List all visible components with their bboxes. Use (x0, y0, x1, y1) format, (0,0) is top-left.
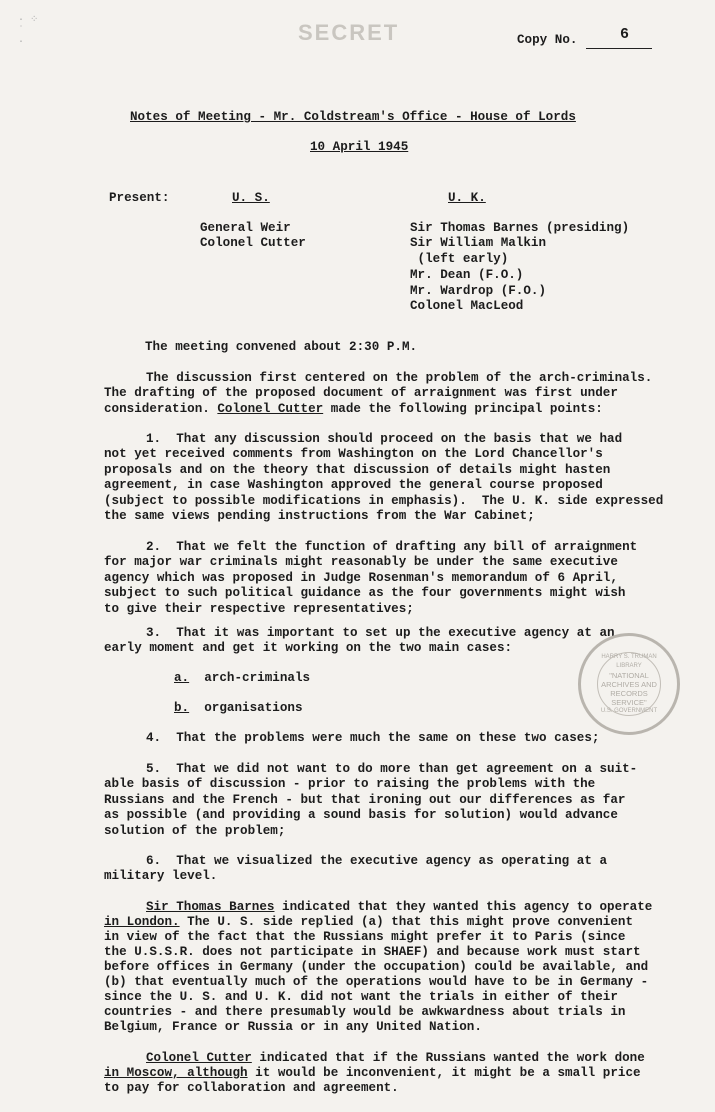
case-text: arch-criminals (204, 671, 311, 685)
us-heading: U. S. (232, 191, 270, 205)
point-6-line: 6. That we visualized the executive agency as operating at a (146, 854, 608, 868)
uk-member: Sir William Malkin (410, 236, 547, 250)
case-letter: a. (174, 671, 190, 685)
barnes-line: in view of the fact that the Russians might prefer it to Paris (since (104, 930, 626, 944)
case-item (174, 701, 303, 716)
barnes-first-tail: indicated that they wanted this agency to operate (274, 900, 653, 914)
barnes-line: countries - and there presumably would be awkwardness about trials in (104, 1005, 626, 1019)
stamp-inner-ring (597, 652, 661, 716)
point-1-line: 1. That any discussion should proceed on the basis that we had (146, 432, 623, 446)
cutter-moscow-tail: it would be inconvenient, it might be a small price (247, 1066, 641, 1080)
point-2-line: to give their respective representatives; (104, 602, 414, 616)
point-1-line: proposals and on the theory that discussion of details might hasten (104, 463, 611, 477)
stamp-line: RECORDS (610, 688, 648, 698)
intro-line: The drafting of the proposed document of arraignment was first under (104, 386, 618, 400)
us-reply: The U. S. side replied (a) that this might prove convenient (179, 915, 634, 929)
speaker-colonel-cutter: Colonel Cutter (146, 1051, 252, 1065)
point-3-line: early moment and get it working on the two main cases: (104, 641, 513, 655)
barnes-line: before offices in Germany (under the occupation) could be available, and (104, 960, 649, 974)
case-letter: b. (174, 701, 190, 715)
speaker-sir-thomas-barnes: Sir Thomas Barnes (146, 900, 275, 914)
cutter-line (104, 1066, 641, 1081)
point-5-line: as possible (and providing a sound basis for solution) would advance (104, 808, 618, 822)
uk-heading: U. K. (448, 191, 486, 205)
barnes-line: (b) that eventually much of the operations would have to be in Germany - (104, 975, 649, 989)
case-item (174, 671, 310, 686)
copy-number-underline (586, 48, 652, 49)
point-5-line: solution of the problem; (104, 824, 286, 838)
point-4-line: 4. That the problems were much the same on these two cases; (146, 731, 600, 745)
uk-member: Sir Thomas Barnes (presiding) (410, 221, 630, 235)
point-5-line: Russians and the French - but that ironing out our differences as far (104, 793, 626, 807)
faint-watermark: SECRET (298, 20, 400, 45)
library-stamp (578, 633, 680, 735)
present-label: Present: (109, 191, 170, 205)
stamp-line: "NATIONAL (609, 670, 649, 680)
uk-member: Colonel MacLeod (410, 299, 524, 313)
document-title: Notes of Meeting - Mr. Coldstream's Office - House of Lords (130, 110, 576, 124)
intro-line-last (104, 402, 603, 417)
us-member: Colonel Cutter (200, 236, 306, 250)
scan-specks: · ⁘ ˙ · (18, 15, 39, 48)
point-1-line: agreement, in case Washington approved the general course proposed (104, 478, 603, 492)
stamp-line: ARCHIVES AND (601, 679, 657, 689)
barnes-line: Belgium, France or Russia or in any United Nation. (104, 1020, 482, 1034)
uk-member: Mr. Dean (F.O.) (410, 268, 524, 282)
stamp-line: HARRY S. TRUMAN LIBRARY (601, 653, 657, 669)
meeting-date: 10 April 1945 (310, 140, 409, 154)
uk-member: Mr. Wardrop (F.O.) (410, 284, 547, 298)
point-1-line: not yet received comments from Washington on the Lord Chancellor's (104, 447, 603, 461)
barnes-line (104, 915, 633, 930)
cutter-line: to pay for collaboration and agreement. (104, 1081, 399, 1095)
barnes-line: since the U. S. and U. K. did not want the trials in either of their (104, 990, 618, 1004)
point-2-line: agency which was proposed in Judge Rosenman's memorandum of 6 April, (104, 571, 618, 585)
point-2-line: for major war criminals might reasonably be under the same executive (104, 555, 618, 569)
cutter-line (146, 1051, 645, 1066)
speaker-colonel-cutter: Colonel Cutter (217, 402, 324, 416)
point-5-line: 5. That we did not want to do more than get agreement on a suit- (146, 762, 638, 776)
point-2-line: 2. That we felt the function of drafting any bill of arraignment (146, 540, 638, 554)
barnes-line: the U.S.S.R. does not participate in SHAEF) and because work must start (104, 945, 641, 959)
barnes-line (146, 900, 652, 915)
point-5-line: able basis of discussion - prior to raising the problems with the (104, 777, 596, 791)
point-3-line: 3. That it was important to set up the executive agency at an (146, 626, 615, 640)
intro-text: consideration. (104, 402, 210, 416)
cutter-first-tail: indicated that if the Russians wanted the work done (251, 1051, 645, 1065)
uk-member: (left early) (410, 252, 509, 266)
in-moscow: in Moscow, although (104, 1066, 248, 1080)
us-member: General Weir (200, 221, 291, 235)
in-london: in London. (104, 915, 180, 929)
copy-label: Copy No. (517, 33, 578, 47)
point-6-line: military level. (104, 869, 218, 883)
case-text: organisations (204, 701, 303, 715)
intro-tail: made the following principal points: (323, 402, 603, 416)
copy-number: 6 (620, 26, 630, 43)
point-1-line: (subject to possible modifications in emphasis). The U. K. side expressed (104, 494, 664, 508)
point-1-line: the same views pending instructions from the War Cabinet; (104, 509, 535, 523)
point-2-line: subject to such political guidance as the four governments might wish (104, 586, 626, 600)
intro-line: The discussion first centered on the problem of the arch-criminals. (146, 371, 653, 385)
convened-line: The meeting convened about 2:30 P.M. (145, 340, 418, 354)
stamp-line: SERVICE" (611, 697, 647, 707)
stamp-line: U.S. GOVERNMENT (600, 707, 658, 714)
